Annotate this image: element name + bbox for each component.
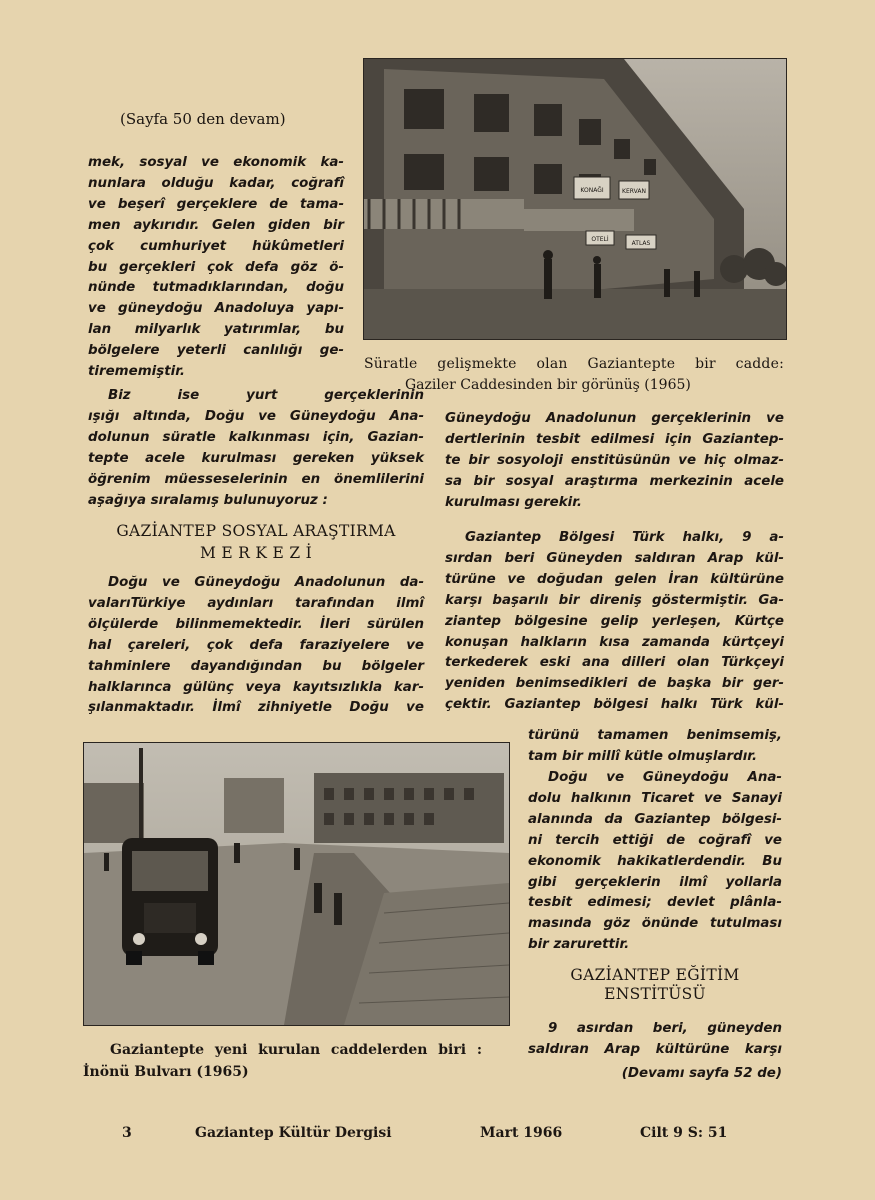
- photo-gaziler-caddesi: [363, 58, 787, 340]
- text-line: sa bir sosyal araştırma merkezinin acele: [445, 473, 784, 489]
- right-column-e: [528, 1019, 782, 1061]
- text-line: terkederek eski ana dilleri olan Türkçeyi: [445, 655, 784, 671]
- text-line: gibi gerçeklerin ilmî yollarla: [528, 874, 782, 890]
- text-line: nunlara olduğu kadar, coğrafî: [88, 175, 344, 191]
- continued-from: (Sayfa 50 den devam): [120, 110, 286, 128]
- heading2-line1: GAZİANTEP EĞİTİM: [570, 966, 740, 984]
- text-line: te bir sosyoloji enstitüsünün ve hiç olmaz-: [445, 452, 784, 468]
- text-line: halklarınca gülünç veya kayıtsızlıkla kar-: [88, 679, 424, 695]
- text-line: ve beşerî gerçeklere de tama-: [88, 196, 344, 212]
- text-line: dolu halkının Ticaret ve Sanayi: [528, 790, 782, 806]
- text-line: ziantep bölgesine gelip yerleşen, Kürtçe: [445, 613, 784, 629]
- text-line: Güneydoğu Anadolunun gerçeklerinin ve: [445, 411, 784, 426]
- text-line: dolunun süratle kalkınması için, Gazian-: [88, 429, 424, 445]
- text-line: kurulması gerekir.: [445, 494, 583, 510]
- continued-to: (Devamı sayfa 52 de): [621, 1066, 782, 1081]
- right-column-b: [445, 528, 784, 716]
- text-line: nünde tutmadıklarından, doğu: [88, 280, 344, 296]
- text-line: aşağıya sıralamış bulunuyoruz :: [88, 492, 328, 508]
- text-line: tahminlere dayandığından bu bölgeler: [88, 658, 424, 674]
- text-line: sırdan beri Güneyden saldıran Arap kül-: [445, 550, 784, 566]
- left-column-mid: [88, 386, 424, 511]
- text-line: Gaziantep Bölgesi Türk halkı, 9 a-: [465, 530, 784, 545]
- text-line: çektir. Gaziantep bölgesi halkı Türk kül-: [445, 697, 784, 713]
- text-line: ışığı altında, Doğu ve Güneydoğu Ana-: [88, 408, 424, 424]
- heading-education-institute: [528, 966, 782, 1003]
- left-column-bottom: [88, 573, 424, 719]
- text-line: bir zarurettir.: [528, 937, 630, 953]
- text-line: Doğu ve Güneydoğu Anadolunun da-: [108, 575, 424, 590]
- text-line: ni tercih ettiği de coğrafî ve: [528, 832, 782, 848]
- text-line: öğrenim müesseselerinin en önemlilerini: [88, 471, 424, 487]
- heading1-line1: GAZİANTEP SOSYAL ARAŞTIRMA: [116, 522, 396, 540]
- text-line: türüne ve doğudan gelen İran kültürüne: [445, 571, 784, 587]
- text-line: dertlerinin tesbit edilmesi için Gaziantep-: [445, 431, 784, 447]
- heading1-line2: M E R K E Z İ: [199, 544, 313, 562]
- text-line: mek, sosyal ve ekonomik ka-: [88, 155, 344, 170]
- text-line: Doğu ve Güneydoğu Ana-: [548, 770, 782, 785]
- photo-inonu-bulvari: [83, 742, 510, 1026]
- sign-konagi: KONAĞI: [580, 187, 604, 194]
- boulevard-photo-drawing: [84, 743, 509, 1025]
- text-line: bu gerçekleri çok defa göz ö-: [88, 259, 344, 275]
- text-line: yeniden benimsedikleri de başka bir ger-: [445, 676, 784, 692]
- caption-bottom-photo-line2: İnönü Bulvarı (1965): [83, 1064, 249, 1080]
- text-line: masında göz önünde tutulması: [528, 916, 782, 932]
- text-line: Biz ise yurt gerçeklerinin: [108, 388, 424, 403]
- right-column-a: [445, 409, 784, 514]
- text-line: valarıTürkiye aydınları tarafından ilmî: [88, 595, 424, 611]
- sign-kervan: KERVAN: [622, 188, 646, 195]
- footer-date: Mart 1966: [480, 1125, 563, 1141]
- text-line: bölgelere yeterli canlılığı ge-: [88, 343, 344, 359]
- text-line: ekonomik hakikatlerdendir. Bu: [528, 853, 782, 869]
- sign-oteli: OTELİ: [591, 236, 609, 243]
- heading2-line2: ENSTİTÜSÜ: [604, 985, 706, 1003]
- footer-volume: Cilt 9 S: 51: [640, 1125, 728, 1141]
- text-line: hal çareleri, çok defa faraziyelere ve: [88, 637, 424, 653]
- caption-top-photo-line1: Süratle gelişmekte olan Gaziantepte bir cadde:: [364, 356, 784, 372]
- right-column-d: [528, 768, 782, 956]
- street-photo-drawing: [364, 59, 786, 339]
- caption-bottom-photo-line1: Gaziantepte yeni kurulan caddelerden biri :: [110, 1042, 482, 1058]
- text-line: tesbit edimesi; devlet plânla-: [528, 895, 782, 911]
- text-line: türünü tamamen benimsemiş,: [528, 728, 782, 743]
- text-line: karşı başarılı bir direniş göstermiştir. Ga-: [445, 592, 784, 608]
- footer-page-number: 3: [122, 1125, 132, 1141]
- right-column-c: [528, 726, 782, 768]
- text-line: men aykırıdır. Gelen giden bir: [88, 217, 344, 233]
- text-line: tirememiştir.: [88, 364, 185, 380]
- text-line: ve güneydoğu Anadoluya yapı-: [88, 301, 344, 317]
- text-line: ölçülerde bilinmemektedir. İleri sürülen: [88, 616, 424, 632]
- text-line: 9 asırdan beri, güneyden: [548, 1021, 782, 1036]
- text-line: çok cumhuriyet hükûmetleri: [88, 238, 344, 254]
- sign-atlas: ATLAS: [631, 240, 651, 247]
- text-line: şılanmaktadır. İlmî zihniyetle Doğu ve: [88, 700, 424, 716]
- text-line: saldıran Arap kültürüne karşı: [528, 1041, 782, 1057]
- text-line: lan milyarlık yatırımlar, bu: [88, 322, 344, 338]
- text-line: tepte acele kurulması gereken yüksek: [88, 450, 424, 466]
- caption-top-photo-line2: Gaziler Caddesinden bir görünüş (1965): [405, 377, 691, 393]
- text-line: konuşan halkların kısa zamanda kürtçeyi: [445, 634, 784, 650]
- left-column-top: [88, 153, 344, 383]
- text-line: alanında da Gaziantep bölgesi-: [528, 811, 782, 827]
- footer-magazine-title: Gaziantep Kültür Dergisi: [195, 1125, 392, 1141]
- text-line: tam bir millî kütle olmuşlardır.: [528, 748, 758, 764]
- heading-social-research-center: [88, 522, 424, 562]
